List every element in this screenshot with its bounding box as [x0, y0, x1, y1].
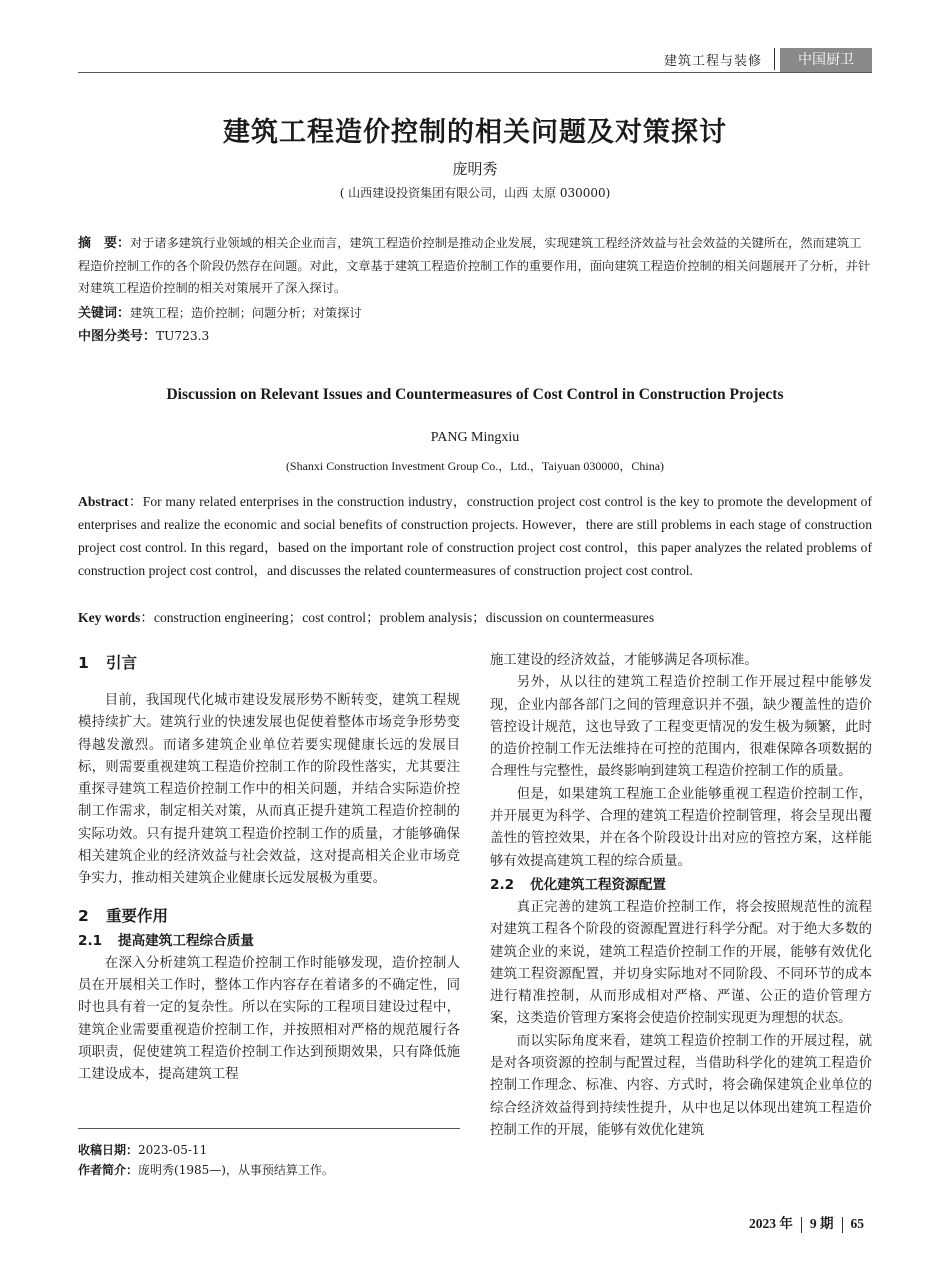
header-divider: [774, 48, 775, 70]
english-abstract-text: ：For many related enterprises in the construction industry，construction project cost control is the key to promote the development of enterprises and realize the economic and social benefits of construction projects. However，there are still problems in each stage of construction project cost control. In this regard，based on the important role of construction project cost control，this paper analyzes the related problems of construction project cost control，and discusses the related countermeasures of construction project cost control.: [78, 494, 872, 578]
section-2-2-number: 2.2: [490, 876, 515, 893]
paragraph: 在深入分析建筑工程造价控制工作时能够发现，造价控制人员在开展相关工作时，整体工作内容存在着诸多的不确定性，同时也具有着一定的复杂性。所以在实际的工程项目建设过程中，建筑企业需要重视造价控制工作，并按照相对严格的规范履行各项职责，促使建筑工程造价控制工作达到预期效果，只有降低施工建设成本，提高建筑工程: [78, 955, 460, 1083]
cn-classification: [78, 325, 872, 348]
section-2-heading: [78, 903, 460, 929]
section-2-title: 重要作用: [106, 906, 169, 925]
cn-abstract: [78, 232, 872, 299]
received-label: 收稿日期：: [78, 1143, 139, 1157]
paragraph: 另外，从以往的建筑工程造价控制工作开展过程中能够发现，企业内部各部门之间的管理意识并不强，缺少覆盖性的造价管控设计规范，这也导致了工程变更情况的发生极为频繁，此时的造价控制工作无法维持在可控的范围内，很难保障各项数据的合理性与完整性，最终影响到建筑工程造价控制工作的质量。: [490, 675, 872, 780]
paragraph: 而以实际角度来看，建筑工程造价控制工作的开展过程，就是对各项资源的控制与配置过程，当借助科学化的建筑工程造价控制工作理念、标准、内容、方式时，将会确保建筑企业单位的综合经济效益得到持续性提升，从中也足以体现出建筑工程造价控制工作的开展，能够有效优化建筑: [490, 1033, 872, 1138]
english-affiliation: (Shanxi Construction Investment Group Co.，Ltd.，Taiyuan 030000，China): [285, 459, 665, 473]
footnote-rule: [78, 1128, 460, 1129]
section-2-2-heading: [490, 873, 872, 897]
english-abstract-label: Abstract: [78, 494, 129, 509]
footnote-received: [78, 1140, 207, 1160]
author-name: 庞明秀: [452, 160, 498, 178]
journal-column-name: 建筑工程与装修: [663, 54, 762, 69]
page-footer: [749, 1212, 864, 1233]
paper-title: 建筑工程造价控制的相关问题及对策探讨: [223, 117, 727, 148]
footnote-bio: [78, 1160, 334, 1180]
footer-divider: [801, 1217, 802, 1233]
cn-abstract-label: 摘 要：: [78, 236, 131, 251]
cn-keywords-label: 关键词：: [78, 306, 131, 321]
paragraph: 真正完善的建筑工程造价控制工作，将会按照规范性的流程对建筑工程各个阶段的资源配置进行科学分配。对于绝大多数的建筑企业的来说，建筑工程造价控制工作的开展，能够有效优化建筑工程资源配置，并切身实际地对不同阶段、不同环节的成本进行精准控制，从而形成相对严格、严谨、公正的造价管理方案，这类造价管理方案将会使造价控制实现更为理想的状态。: [490, 899, 872, 1027]
bio-label: 作者简介：: [78, 1163, 139, 1177]
received-date: 2023-05-11: [138, 1143, 208, 1157]
journal-brand: 中国厨卫: [780, 48, 872, 72]
english-keywords-text: ：construction engineering；cost control；problem analysis；discussion on countermeasures: [140, 610, 655, 625]
cn-classification-label: 中图分类号：: [78, 329, 157, 344]
english-author: PANG Mingxiu: [430, 430, 520, 445]
header-rule: [78, 72, 872, 73]
english-abstract: [78, 490, 872, 582]
paragraph: 但是，如果建筑工程施工企业能够重视工程造价控制工作，并开展更为科学、合理的建筑工程造价控制管理，将会呈现出覆盖性的管控效果，并在各个阶段设计出对应的管控方案，这样能够有效提高建筑工程的综合质量。: [490, 786, 872, 869]
issue-number: 9 期: [809, 1216, 834, 1231]
cn-keywords: [78, 302, 872, 325]
body-left-column: [78, 650, 460, 1086]
english-title: Discussion on Relevant Issues and Countermeasures of Cost Control in Construction Projects: [166, 386, 784, 403]
bio-text: 庞明秀(1985—)，从事预结算工作。: [138, 1163, 334, 1177]
section-1-number: 1: [78, 654, 89, 672]
section-2-1-title: 提高建筑工程综合质量: [118, 932, 254, 949]
section-2-2-title: 优化建筑工程资源配置: [530, 876, 666, 893]
paragraph: 目前，我国现代化城市建设发展形势不断转变，建筑工程规模持续扩大。建筑行业的快速发展也促使着整体市场竞争形势变得越发激烈。而诸多建筑企业单位若要实现健康长远的发展目标，则需要重视建筑工程造价控制工作的阶段性落实，尤其要注重探寻建筑工程造价控制工作中的相关问题，并结合实际造价控制工作需求，制定相关对策，从而真正提升建筑工程造价控制的实际功效。只有提升建筑工程造价控制工作的质量，才能够确保相关建筑企业的经济效益与社会效益，这对提高相关企业市场竞争实力，推动相关建筑企业健康长远发展极为重要。: [78, 693, 460, 887]
section-1-heading: [78, 650, 460, 676]
section-1-title: 引言: [106, 654, 138, 672]
english-keywords: [78, 606, 872, 629]
body-right-column: [490, 650, 872, 1142]
cn-classification-text: TU723.3: [156, 329, 210, 343]
issue-year: 2023 年: [749, 1216, 793, 1231]
cn-abstract-text: 对于诸多建筑行业领域的相关企业而言，建筑工程造价控制是推动企业发展，实现建筑工程经济效益与社会效益的关键所在，然而建筑工程造价控制工作的各个阶段仍然存在问题。对此，文章基于建筑工程造价控制工作的重要作用，面向建筑工程造价控制的相关问题展开了分析，并针对建筑工程造价控制的相关对策展开了深入探讨。: [78, 236, 871, 295]
english-keywords-label: Key words: [78, 610, 141, 625]
section-2-1-heading: [78, 929, 460, 953]
page-number: 65: [850, 1216, 864, 1231]
cn-keywords-text: 建筑工程；造价控制；问题分析；对策探讨: [130, 306, 362, 320]
section-2-number: 2: [78, 906, 89, 925]
section-2-1-number: 2.1: [78, 932, 103, 949]
footer-divider: [842, 1217, 843, 1233]
paragraph-continued: 施工建设的经济效益，才能够满足各项标准。: [490, 653, 758, 668]
author-affiliation: ( 山西建设投资集团有限公司，山西 太原 030000): [339, 186, 611, 200]
